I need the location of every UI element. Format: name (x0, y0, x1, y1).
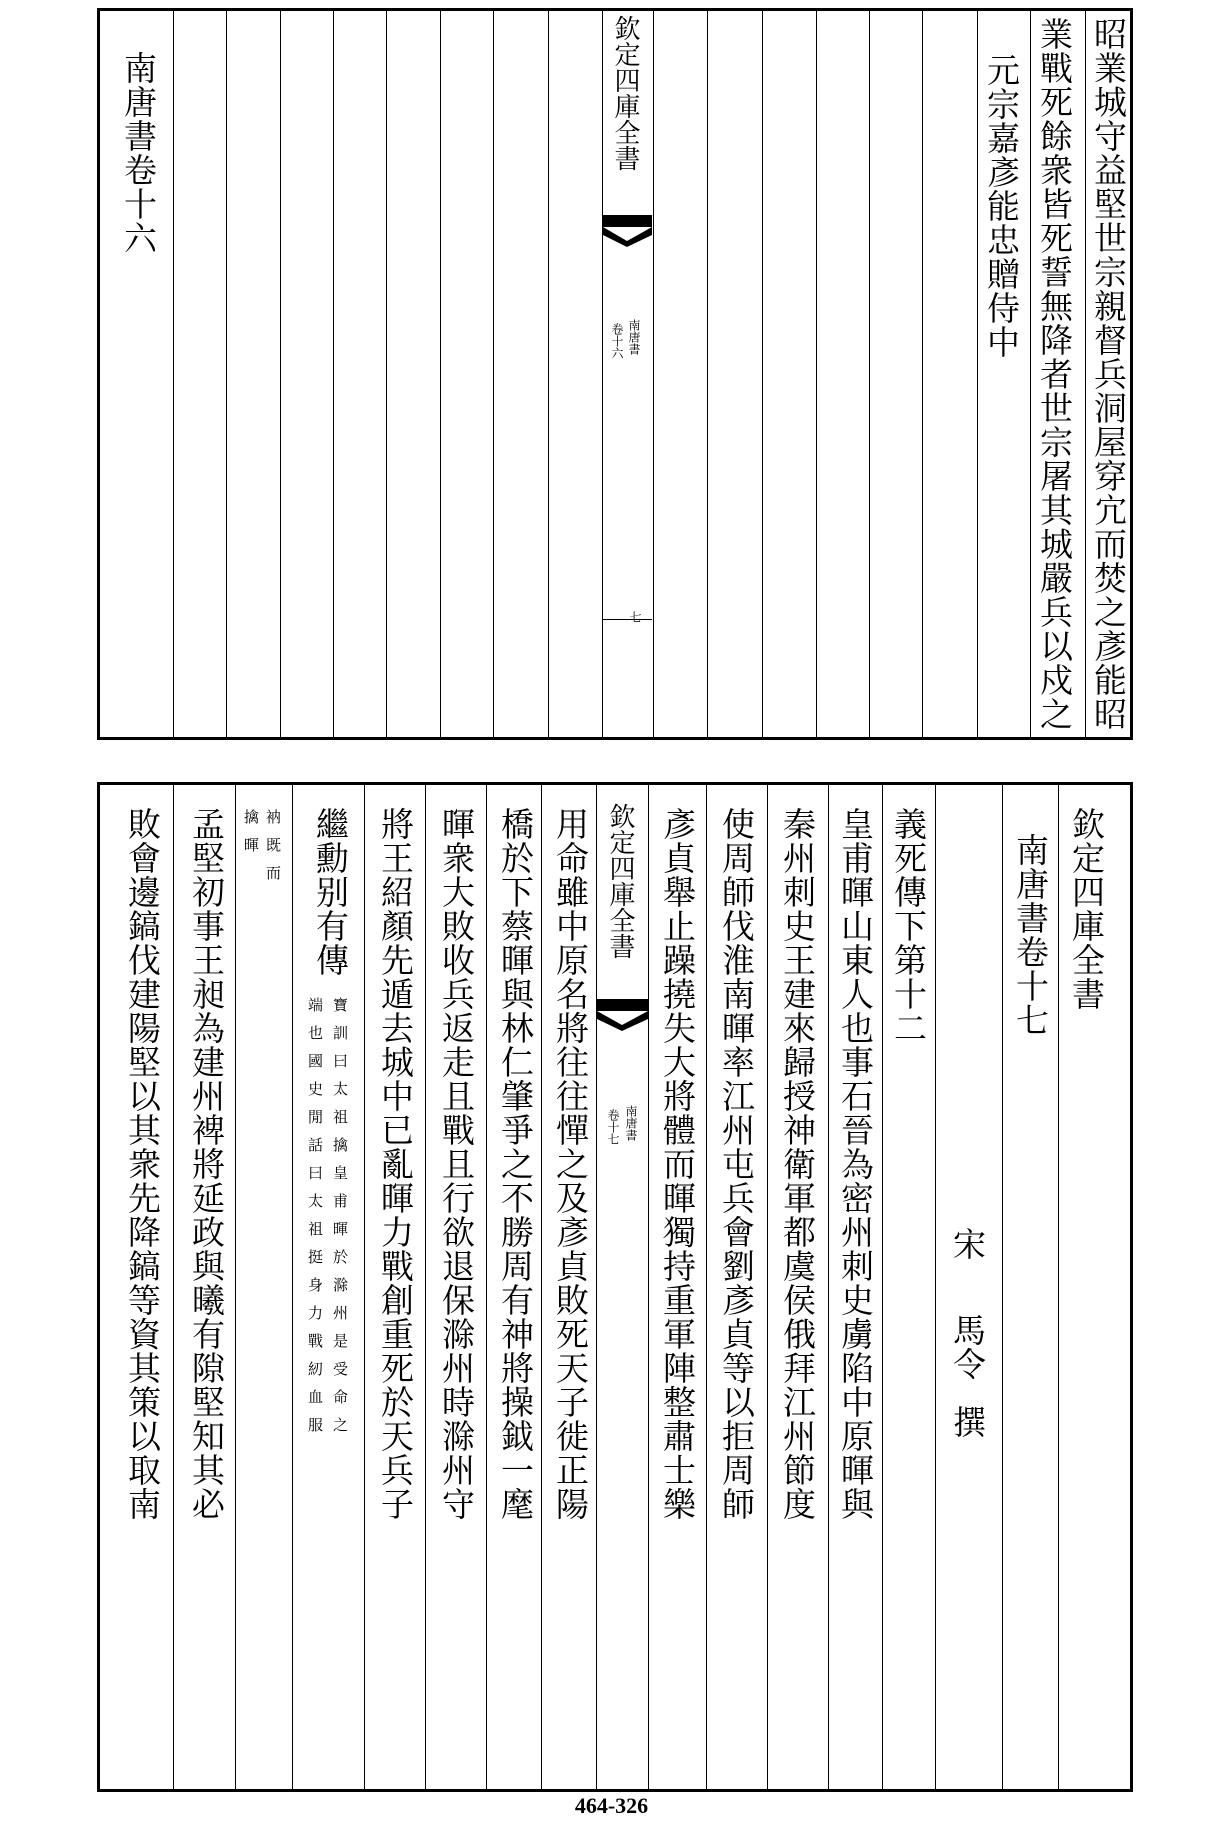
text-column: 業戰死餘衆皆死誓無降者世宗屠其城嚴兵以戍之 (1035, 17, 1074, 731)
fish-tail-icon (603, 215, 652, 247)
author-role: 撰 (948, 1405, 987, 1439)
column-rule (548, 11, 549, 737)
text-column: 彥貞舉止躁撓失大將體而暉獨持重軍陣整肅士樂 (658, 807, 697, 1521)
chapter-title: 義死傳下第十二 (889, 807, 928, 1045)
gutter-volume: 卷十七 (606, 1109, 620, 1145)
column-rule (882, 785, 883, 1789)
column-rule (706, 785, 707, 1789)
scanned-document (89, 0, 1134, 1839)
column-rule (1085, 11, 1086, 737)
column-rule (1002, 785, 1003, 1789)
gutter-volume: 卷十六 (610, 323, 624, 359)
column-rule (440, 11, 441, 737)
column-rule (173, 11, 174, 737)
gutter-rule (596, 785, 597, 1789)
text-column: 將王紹顏先遁去城中已亂暉力戰創重死於天兵子 (376, 807, 415, 1521)
column-rule (767, 785, 768, 1789)
annotation-line: 衲既而 (264, 809, 282, 893)
column-rule (707, 11, 708, 737)
gutter-book-name: 南唐書 (627, 319, 641, 355)
column-rule (493, 11, 494, 737)
column-rule (280, 11, 281, 737)
column-rule (648, 785, 649, 1789)
header-title: 欽定四庫全書 (1067, 807, 1106, 1011)
page-number: 464-326 (574, 1793, 649, 1818)
column-rule (486, 785, 487, 1789)
column-rule (1030, 11, 1031, 737)
gutter-leaf-number: 七 (628, 611, 642, 623)
book-title: 南唐書卷十七 (1011, 833, 1050, 1037)
text-column: 使周師伐淮南暉率江州屯兵會劉彥貞等以拒周師 (717, 807, 756, 1521)
column-rule (977, 11, 978, 737)
author-dynasty: 宋 (948, 1227, 987, 1261)
column-rule (292, 785, 293, 1789)
text-column: 孟堅初事王昶為建州裨將延政與曦有隙堅知其必 (187, 807, 226, 1521)
text-column: 秦州刺史王建來歸授神衛軍都虞侯俄拜江州節度 (778, 807, 817, 1521)
column-rule (922, 11, 923, 737)
text-column: 用命雖中原名將往往憚之及彥貞敗死天子徙正陽 (551, 807, 590, 1521)
column-rule (653, 11, 654, 737)
column-rule (235, 785, 236, 1789)
annotation-line: 寶訓曰太祖擒皇甫暉於滁州是受命之 (331, 997, 349, 1445)
fish-tail-icon (597, 999, 648, 1031)
gutter-title: 欽定四庫全書 (605, 803, 635, 959)
text-column: 元宗嘉彥能忠贈侍中 (982, 53, 1021, 359)
text-column: 暉衆大敗收兵返走且戰且行欲退保滁州時滁州守 (437, 807, 476, 1521)
annotation-line: 端也國史閒話曰太祖挺身力戰紉血服 (306, 997, 324, 1445)
author-name: 馬令 (948, 1313, 987, 1381)
column-rule (762, 11, 763, 737)
column-rule (425, 785, 426, 1789)
text-column: 昭業城守益堅世宗親督兵洞屋穿宂而焚之彥能昭 (1089, 17, 1128, 731)
gutter-rule (602, 11, 603, 737)
juan-end-title: 南唐書卷十六 (119, 51, 158, 255)
text-column: 橋於下蔡暉與林仁肇爭之不勝周有神將操鉞一麾 (496, 807, 535, 1521)
column-rule (226, 11, 227, 737)
column-rule (935, 785, 936, 1789)
top-page (97, 8, 1133, 740)
column-rule (1058, 785, 1059, 1789)
column-rule (869, 11, 870, 737)
gutter-book-name: 南唐書 (624, 1105, 638, 1141)
column-rule (816, 11, 817, 737)
gutter-divider (603, 619, 652, 620)
column-rule (541, 785, 542, 1789)
column-rule (173, 785, 174, 1789)
column-rule (386, 11, 387, 737)
text-column: 繼勳别有傳 (311, 807, 350, 977)
column-rule (333, 11, 334, 737)
annotation-line: 擒暉 (242, 809, 260, 865)
gutter-title: 欽定四庫全書 (610, 15, 640, 171)
column-rule (828, 785, 829, 1789)
text-column: 敗會邊鎬伐建陽堅以其衆先降鎬等資其策以取南 (123, 807, 162, 1521)
text-column: 皇甫暉山東人也事石晉為密州刺史虜陷中原暉與 (836, 807, 875, 1521)
column-rule (364, 785, 365, 1789)
bottom-page (97, 782, 1133, 1792)
